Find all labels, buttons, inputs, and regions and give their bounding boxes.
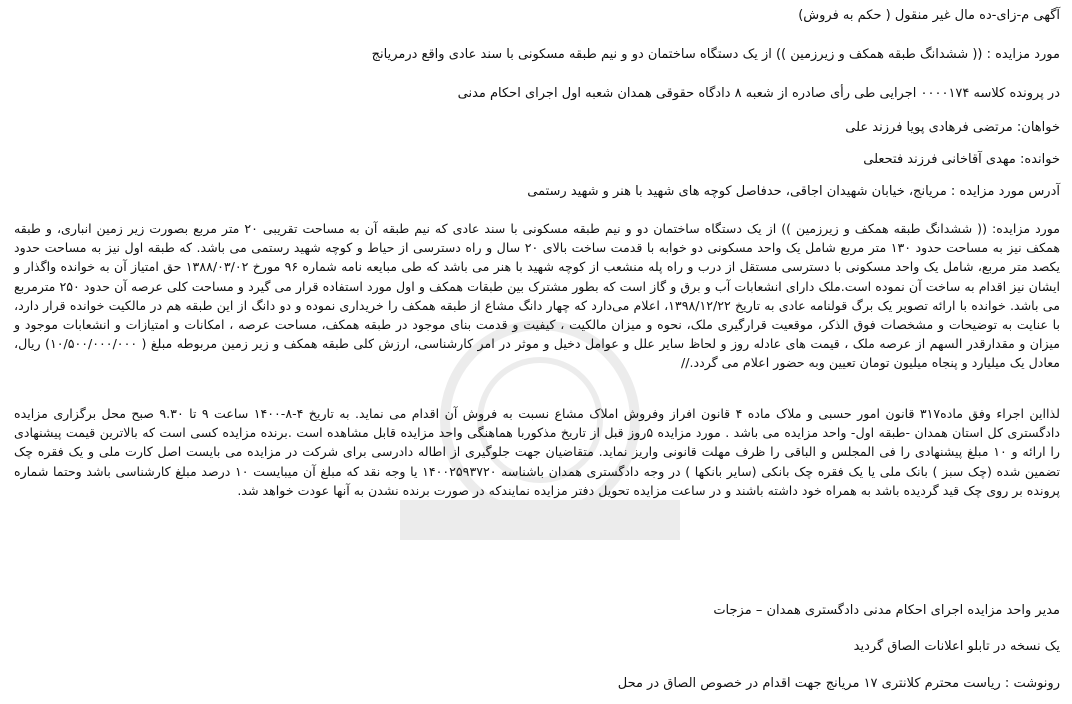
auction-subject: مورد مزایده : (( ششدانگ طبقه همکف و زیرزمین )) از یک دستگاه ساختمان دو و نیم طبقه مسکونی با سند عادی واقع درمریانج <box>371 47 1060 62</box>
plaintiff: خواهان: مرتضی فرهادی پویا فرزند علی <box>845 120 1060 135</box>
property-address: آدرس مورد مزایده : مریانج، خیابان شهیدان اجاقی، حدفاصل کوچه های شهید با هنر و شهید رستمی <box>527 184 1060 199</box>
auction-terms: لذااین اجراء وفق ماده۳۱۷ قانون امور حسبی و ملاک ماده ۴ قانون افراز وفروش املاک مشاع نسبت به فروش آن اقدام می نماید. به تاریخ ۴-۸-۱۴۰۰ ساعت ۹ تا ۹.۳۰ صبح محل برگزاری مزایده دادگستری کل استان همدان -طبقه اول- واحد مزایده می باشد . مورد مزایده ۵روز قبل از تاریخ مذکوربا هماهنگی واحد مزایده قابل مشاهده است .برنده مزایده کسی است که بالاترین قیمت پیشنهادی را ارائه و ۱۰ مبلغ پیشنهادی را فی المجلس و الباقی را ظرف مهلت قانونی واریز نماید. متقاضیان جهت جلوگیری از اطاله دادرسی برای شرکت در مزایده می بایست اصل کارت ملی و یک فقره چک تضمین شده (چک سبز ) بانک ملی یا یک فقره چک بانکی (سایر بانکها ) در وجه دادگستری همدان باشناسه ۱۴۰۰۲۵۹۳۷۲۰ یا وجه نقد که مبلغ آن میبایست ۱۰ درصد مبلغ کارشناسی باشد وحتما شماره پرونده بر روی چک قید گردیده باشد به همراه خود داشته باشند و در ساعت مزایده تحویل دفتر مزایده نمایندکه در صورت برنده نشدن به آنها عودت خواهد شد. <box>14 406 1061 498</box>
case-reference: در پرونده کلاسه ۰۰۰۰۱۷۴ اجرایی طی رأی صادره از شعبه ۸ دادگاه حقوقی همدان شعبه اول اجرای احکام مدنی <box>457 86 1060 101</box>
carbon-copy-note: رونوشت : ریاست محترم کلانتری ۱۷ مریانج جهت اقدام در خصوص الصاق در محل <box>617 676 1060 691</box>
notice-title: آگهی م-زای-ده مال غیر منقول ( حکم به فروش) <box>798 8 1060 23</box>
defendant: خوانده: مهدی آقاخانی فرزند فتحعلی <box>863 152 1060 167</box>
manager-signature: مدیر واحد مزایده اجرای احکام مدنی دادگستری همدان – مزجات <box>713 603 1060 618</box>
posting-note: یک نسخه در تابلو اعلانات الصاق گردید <box>853 639 1060 654</box>
property-description: مورد مزایده: (( ششدانگ طبقه همکف و زیرزمین )) از یک دستگاه ساختمان دو و نیم طبقه مسکونی با سند عادی که نیم طبقه آن به مساحت تقریبی ۲۰ متر مربع بصورت زیر زمین انباری، و طبقه همکف نیز به مساحت حدود ۱۳۰ متر مربع شامل یک واحد مسکونی دو خوابه با قدمت ساخت بالای ۲۰ سال و راه دسترسی از حیاط و کوچه شهید رستمی می باشد. که طبقه اول نیز به مساحت حدود یکصد متر مربع، شامل یک واحد مسکونی با دسترسی مستقل از درب و راه پله منشعب از کوچه شهید با هنر می باشد که طی مبایعه نامه شماره ۹۶ مورخ ۱۳۸۸/۰۳/۰۲ حق امتیاز آن به خوانده واگذار و ایشان نیز اقدام به ساخت آن نموده است.ملک دارای انشعابات آب و برق و گاز است که بطور مشترک بین طبقات همکف و اول مورد استفاده قرار می گیرد و مساحت کلی عرصه آن حدود ۲۵۰ مترمربع می باشد. خوانده با ارائه تصویر یک برگ قولنامه عادی به تاریخ ۱۳۹۸/۱۲/۲۲، اعلام می‌دارد که چهار دانگ مشاع از طبقه همکف را خریداری نموده و دو دانگ از این طبقه هم در مالکیت خوانده قرار دارد، با عنایت به توضیحات و مشخصات فوق الذکر، موقعیت قرارگیری ملک، نحوه و میزان مالکیت ، کیفیت و قدمت بنای موجود در طبقه همکف، مساحت عرصه ، امکانات و امتیازات و انشعابات موجود و میزان و مقدارقدر السهم از عرصه ملک ، قیمت های عادله روز و لحاظ سایر علل و عوامل دخیل و موثر در امر کارشناسی، ارزش کلی طبقه همکف و زیر زمین مربوطه مبلغ ( ۱۰/۵۰۰/۰۰۰/۰۰۰) ریال، معادل یک میلیارد و پنجاه میلیون تومان تعیین وبه حضور اعلام می گردد.// <box>14 221 1061 371</box>
